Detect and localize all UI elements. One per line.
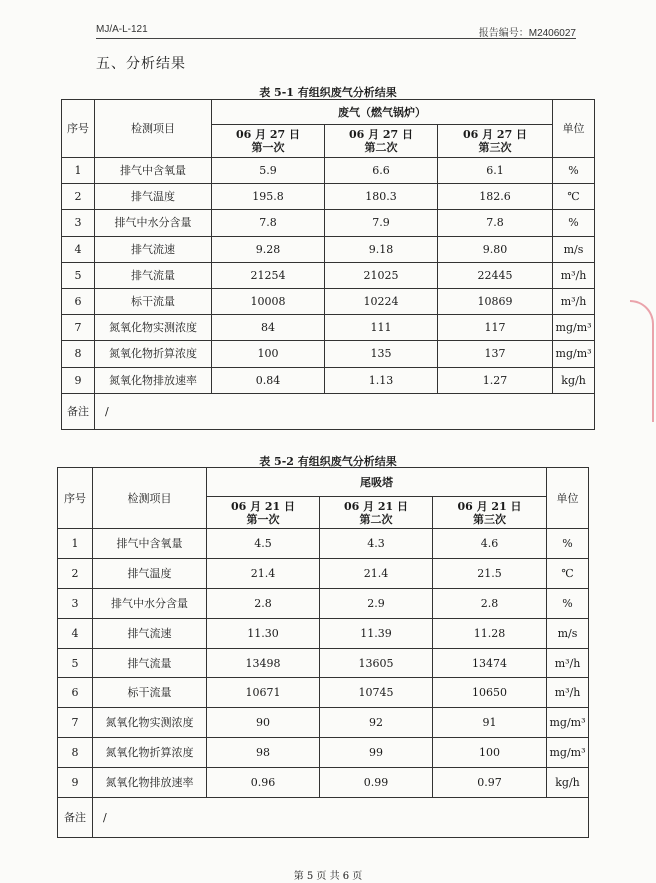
page-header xyxy=(96,22,576,39)
cell-run3: 6.1 xyxy=(438,158,553,184)
cell-item: 排气温度 xyxy=(95,184,212,210)
cell-item: 氮氧化物实测浓度 xyxy=(93,708,207,738)
remark-row xyxy=(58,798,589,838)
cell-seq: 5 xyxy=(62,262,95,288)
remark-value: / xyxy=(95,393,595,429)
cell-run3: 137 xyxy=(438,341,553,367)
cell-seq: 3 xyxy=(62,210,95,236)
cell-run2: 21.4 xyxy=(320,558,433,588)
cell-unit: kg/h xyxy=(553,367,595,393)
table-row xyxy=(62,288,595,314)
page-footer: 第 5 页 共 6 页 xyxy=(293,871,363,882)
header-unit: 单位 xyxy=(553,100,595,158)
cell-run1: 7.8 xyxy=(212,210,325,236)
header-unit: 单位 xyxy=(547,468,589,529)
cell-unit: m/s xyxy=(553,236,595,262)
cell-item: 排气中含氧量 xyxy=(95,158,212,184)
header-run: 06 月 21 日 第二次 xyxy=(320,497,433,529)
cell-unit: % xyxy=(553,158,595,184)
header-run: 06 月 27 日 第三次 xyxy=(438,125,553,158)
cell-run1: 195.8 xyxy=(212,184,325,210)
cell-run1: 10671 xyxy=(207,678,320,708)
cell-unit: m/s xyxy=(547,618,589,648)
table-row xyxy=(62,158,595,184)
cell-seq: 2 xyxy=(58,558,93,588)
cell-run3: 91 xyxy=(433,708,547,738)
cell-run3: 100 xyxy=(433,738,547,768)
cell-unit: ℃ xyxy=(547,558,589,588)
cell-item: 排气中含氧量 xyxy=(93,529,207,559)
cell-run3: 21.5 xyxy=(433,558,547,588)
cell-run1: 10008 xyxy=(212,288,325,314)
cell-run1: 0.96 xyxy=(207,768,320,798)
cell-seq: 1 xyxy=(58,529,93,559)
cell-item: 标干流量 xyxy=(95,288,212,314)
cell-run2: 0.99 xyxy=(320,768,433,798)
cell-run2: 99 xyxy=(320,738,433,768)
table-row xyxy=(58,708,589,738)
cell-run3: 1.27 xyxy=(438,367,553,393)
cell-seq: 7 xyxy=(62,315,95,341)
cell-item: 排气流量 xyxy=(95,262,212,288)
cell-unit: m³/h xyxy=(547,678,589,708)
header-run: 06 月 27 日 第一次 xyxy=(212,125,325,158)
table-row xyxy=(58,738,589,768)
cell-seq: 6 xyxy=(62,288,95,314)
cell-unit: mg/m³ xyxy=(553,341,595,367)
header-seq: 序号 xyxy=(62,100,95,158)
cell-run3: 182.6 xyxy=(438,184,553,210)
header-run: 06 月 27 日 第二次 xyxy=(325,125,438,158)
cell-run3: 4.6 xyxy=(433,529,547,559)
cell-seq: 3 xyxy=(58,588,93,618)
red-seal-stamp xyxy=(630,300,654,422)
remark-label: 备注 xyxy=(62,393,95,429)
cell-seq: 8 xyxy=(58,738,93,768)
table-row xyxy=(58,558,589,588)
cell-seq: 8 xyxy=(62,341,95,367)
cell-run3: 7.8 xyxy=(438,210,553,236)
cell-item: 排气温度 xyxy=(93,558,207,588)
cell-run3: 0.97 xyxy=(433,768,547,798)
cell-run2: 21025 xyxy=(325,262,438,288)
cell-run2: 2.9 xyxy=(320,588,433,618)
table1 xyxy=(61,99,595,430)
cell-run1: 13498 xyxy=(207,648,320,678)
cell-run3: 22445 xyxy=(438,262,553,288)
header-group: 尾吸塔 xyxy=(207,468,547,497)
cell-unit: % xyxy=(547,529,589,559)
cell-item: 排气中水分含量 xyxy=(93,588,207,618)
header-seq: 序号 xyxy=(58,468,93,529)
header-row xyxy=(58,468,589,497)
header-row xyxy=(62,100,595,125)
cell-run2: 1.13 xyxy=(325,367,438,393)
cell-run2: 4.3 xyxy=(320,529,433,559)
cell-run1: 84 xyxy=(212,315,325,341)
cell-run3: 13474 xyxy=(433,648,547,678)
table-row xyxy=(62,315,595,341)
cell-seq: 2 xyxy=(62,184,95,210)
cell-item: 氮氧化物排放速率 xyxy=(95,367,212,393)
cell-run2: 11.39 xyxy=(320,618,433,648)
header-item: 检测项目 xyxy=(93,468,207,529)
header-run: 06 月 21 日 第三次 xyxy=(433,497,547,529)
cell-item: 排气流量 xyxy=(93,648,207,678)
cell-run1: 11.30 xyxy=(207,618,320,648)
cell-run3: 10650 xyxy=(433,678,547,708)
cell-unit: % xyxy=(547,588,589,618)
cell-run1: 21254 xyxy=(212,262,325,288)
cell-run1: 9.28 xyxy=(212,236,325,262)
cell-run1: 90 xyxy=(207,708,320,738)
table2-caption: 表 5-2 有组织废气分析结果 xyxy=(259,455,397,468)
cell-run2: 135 xyxy=(325,341,438,367)
cell-run1: 100 xyxy=(212,341,325,367)
cell-unit: mg/m³ xyxy=(547,708,589,738)
cell-item: 氮氧化物折算浓度 xyxy=(95,341,212,367)
cell-run1: 4.5 xyxy=(207,529,320,559)
cell-run2: 6.6 xyxy=(325,158,438,184)
cell-seq: 9 xyxy=(62,367,95,393)
cell-item: 氮氧化物实测浓度 xyxy=(95,315,212,341)
header-group: 废气（燃气锅炉） xyxy=(212,100,553,125)
table2 xyxy=(57,467,589,838)
cell-run1: 2.8 xyxy=(207,588,320,618)
cell-unit: mg/m³ xyxy=(553,315,595,341)
cell-item: 排气流速 xyxy=(95,236,212,262)
cell-run3: 11.28 xyxy=(433,618,547,648)
cell-unit: ℃ xyxy=(553,184,595,210)
cell-unit: m³/h xyxy=(553,262,595,288)
cell-unit: % xyxy=(553,210,595,236)
table-row xyxy=(58,588,589,618)
table-row xyxy=(62,341,595,367)
cell-item: 排气中水分含量 xyxy=(95,210,212,236)
table-row xyxy=(58,678,589,708)
cell-item: 标干流量 xyxy=(93,678,207,708)
cell-run2: 180.3 xyxy=(325,184,438,210)
section-title: 五、分析结果 xyxy=(96,56,186,72)
table-row xyxy=(58,618,589,648)
cell-item: 氮氧化物排放速率 xyxy=(93,768,207,798)
cell-run1: 21.4 xyxy=(207,558,320,588)
table-row xyxy=(62,210,595,236)
cell-unit: m³/h xyxy=(553,288,595,314)
cell-run1: 5.9 xyxy=(212,158,325,184)
table-row xyxy=(58,648,589,678)
cell-seq: 7 xyxy=(58,708,93,738)
cell-run2: 10745 xyxy=(320,678,433,708)
cell-run3: 10869 xyxy=(438,288,553,314)
cell-run2: 111 xyxy=(325,315,438,341)
cell-seq: 6 xyxy=(58,678,93,708)
cell-run3: 117 xyxy=(438,315,553,341)
table-row xyxy=(62,184,595,210)
table-row xyxy=(62,262,595,288)
table-row xyxy=(62,367,595,393)
header-item: 检测项目 xyxy=(95,100,212,158)
table-row xyxy=(58,529,589,559)
cell-unit: kg/h xyxy=(547,768,589,798)
cell-run2: 9.18 xyxy=(325,236,438,262)
cell-seq: 1 xyxy=(62,158,95,184)
cell-run1: 0.84 xyxy=(212,367,325,393)
cell-unit: m³/h xyxy=(547,648,589,678)
remark-label: 备注 xyxy=(58,798,93,838)
table-row xyxy=(58,768,589,798)
report-number: 报告编号：M2406027 xyxy=(478,28,576,39)
cell-run2: 7.9 xyxy=(325,210,438,236)
cell-run3: 2.8 xyxy=(433,588,547,618)
remark-value: / xyxy=(93,798,589,838)
remark-row xyxy=(62,393,595,429)
cell-seq: 9 xyxy=(58,768,93,798)
cell-seq: 4 xyxy=(58,618,93,648)
cell-seq: 5 xyxy=(58,648,93,678)
cell-unit: mg/m³ xyxy=(547,738,589,768)
cell-run2: 13605 xyxy=(320,648,433,678)
cell-run1: 98 xyxy=(207,738,320,768)
doc-code: MJ/A-L-121 xyxy=(96,24,148,35)
cell-seq: 4 xyxy=(62,236,95,262)
cell-run3: 9.80 xyxy=(438,236,553,262)
cell-item: 氮氧化物折算浓度 xyxy=(93,738,207,768)
table1-caption: 表 5-1 有组织废气分析结果 xyxy=(259,86,397,99)
cell-item: 排气流速 xyxy=(93,618,207,648)
table-row xyxy=(62,236,595,262)
cell-run2: 10224 xyxy=(325,288,438,314)
header-run: 06 月 21 日 第一次 xyxy=(207,497,320,529)
cell-run2: 92 xyxy=(320,708,433,738)
